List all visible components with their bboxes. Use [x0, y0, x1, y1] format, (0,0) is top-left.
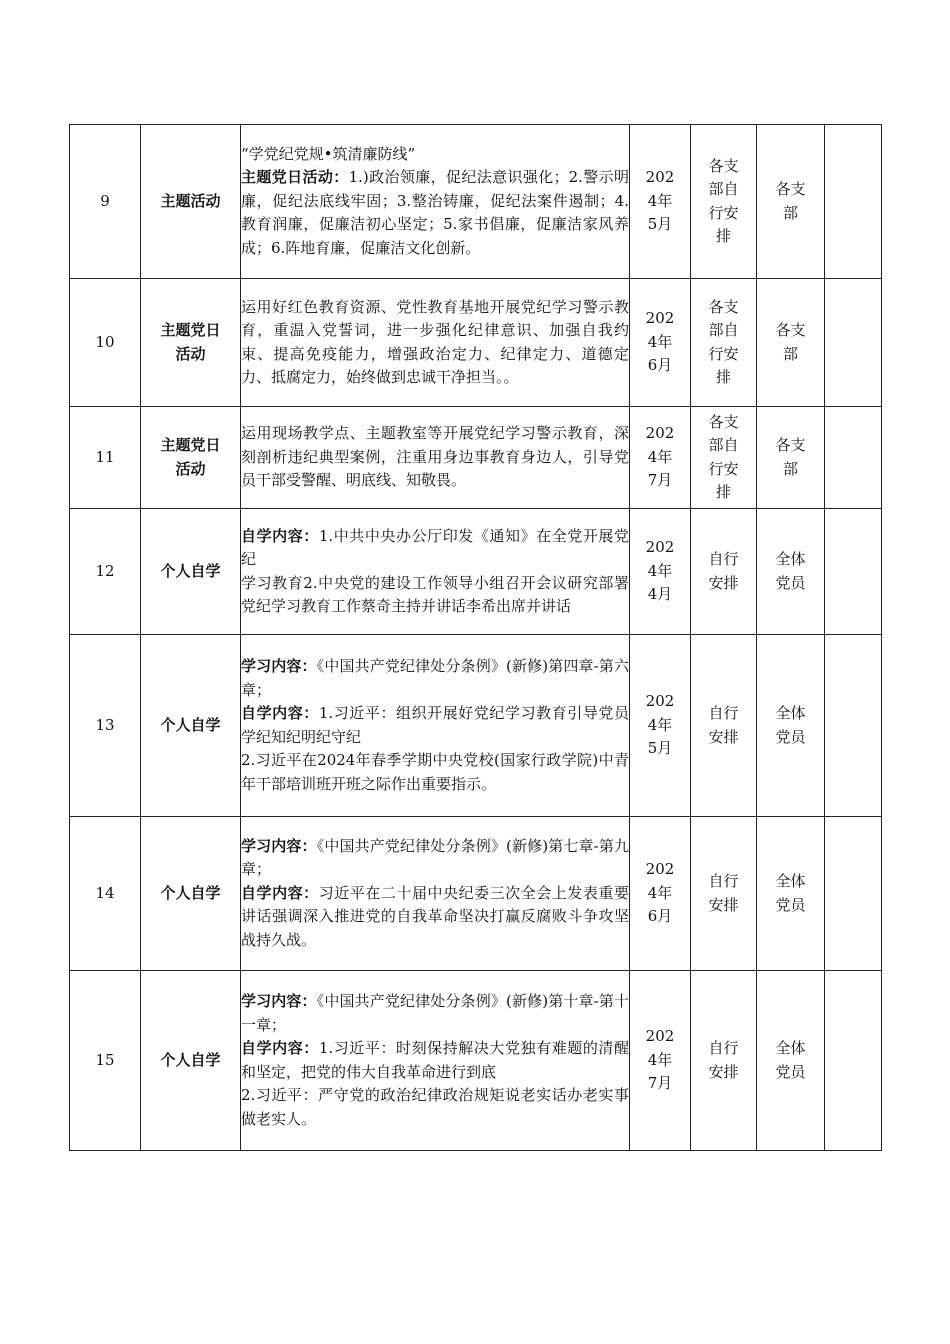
schedule-time	[630, 635, 691, 817]
participants	[757, 279, 825, 407]
activity-content	[241, 635, 630, 817]
activity-type-text: 个人自学	[160, 883, 221, 902]
participants-text: 全体党员	[775, 550, 806, 592]
table-row	[70, 279, 882, 407]
content-paragraph	[241, 882, 629, 953]
activity-type	[141, 407, 241, 509]
content-paragraph	[241, 702, 629, 749]
row-number	[70, 125, 141, 279]
participants-text: 全体党员	[775, 704, 806, 746]
activity-type-text: 个人自学	[160, 1050, 221, 1069]
activity-type-text: 主题活动	[160, 191, 221, 210]
content-text: 1.习近平：组织开展好党纪学习教育引导党员学纪知纪明纪守纪	[241, 704, 629, 746]
participants	[757, 509, 825, 635]
content-paragraph	[241, 525, 629, 572]
row-number	[70, 509, 141, 635]
content-label: 学习内容：	[241, 657, 317, 675]
participants	[757, 817, 825, 971]
row-number	[70, 971, 141, 1151]
content-label: 自学内容：	[241, 883, 319, 902]
activity-type	[141, 971, 241, 1151]
participants	[757, 635, 825, 817]
content-text: 2.习近平在2024年春季学期中央党校(国家行政学院)中青年干部培训班开班之际作出重要指示。	[241, 751, 629, 793]
remarks	[825, 279, 882, 407]
execution-mode-text: 自行安排	[708, 1039, 739, 1081]
schedule-time-text: 2024年5月	[645, 692, 675, 758]
activity-content	[241, 509, 630, 635]
remarks	[825, 971, 882, 1151]
activity-type-text: 个人自学	[160, 715, 221, 734]
activity-content	[241, 971, 630, 1151]
content-label: 自学内容：	[241, 526, 319, 545]
activity-type-text: 主题党日活动	[160, 436, 221, 478]
activity-content	[241, 279, 630, 407]
table-row	[70, 407, 882, 509]
content-label: 自学内容：	[241, 704, 319, 722]
row-number-text: 9	[100, 191, 110, 210]
table-row	[70, 635, 882, 817]
schedule-time-text: 2024年7月	[645, 1027, 675, 1093]
content-paragraph	[241, 166, 629, 260]
schedule-time	[630, 817, 691, 971]
execution-mode-text: 各支部自行安排	[708, 412, 739, 501]
content-label: 学习内容：	[241, 992, 317, 1010]
execution-mode-text: 各支部自行安排	[708, 297, 739, 386]
content-label: 学习内容：	[241, 836, 317, 855]
participants-text: 全体党员	[775, 872, 806, 914]
content-text: 《中国共产党纪律处分条例》(新修)第七章-第九章；	[241, 836, 629, 879]
schedule-time	[630, 407, 691, 509]
content-text: 1.习近平：时刻保持解决大党独有难题的清醒和坚定，把党的伟大自我革命进行到底	[241, 1039, 629, 1081]
table-row	[70, 509, 882, 635]
content-text: 运用好红色教育资源、党性教育基地开展党纪学习警示教育，重温入党誓词，进一步强化纪律意识、加强自我约束、提高免疫能力，增强政治定力、纪律定力、道德定力、抵腐定力，始终做到忠诚干净担当。。	[241, 297, 629, 386]
content-text: 学习教育2.中央党的建设工作领导小组召开会议研究部署党纪学习教育工作蔡奇主持并讲话李希出席并讲话	[241, 573, 629, 615]
table-row	[70, 971, 882, 1151]
content-paragraph	[241, 655, 629, 702]
activity-content	[241, 125, 630, 279]
participants	[757, 125, 825, 279]
content-text: “学党纪党规•筑清廉防线”	[241, 144, 416, 163]
participants-text: 各支部	[775, 436, 806, 478]
participants	[757, 407, 825, 509]
schedule-time	[630, 509, 691, 635]
row-number	[70, 635, 141, 817]
execution-mode	[691, 279, 757, 407]
content-paragraph	[241, 1037, 629, 1084]
content-paragraph	[241, 143, 629, 167]
content-text: 2.习近平：严守党的政治纪律政治规矩说老实话办老实事做老实人。	[241, 1086, 629, 1128]
participants-text: 各支部	[775, 321, 806, 363]
execution-mode-text: 自行安排	[708, 550, 739, 592]
content-label: 自学内容：	[241, 1039, 319, 1057]
execution-mode	[691, 407, 757, 509]
row-number-text: 11	[95, 447, 115, 466]
content-text: 1.)政治领廉，促纪法意识强化；2.警示明廉，促纪法底线牢固；3.整治铸廉，促纪法案件遏制；4.教育润廉，促廉洁初心坚定；5.家书倡廉，促廉洁家风养成；6.阵地育廉，促廉洁文化创新。	[241, 168, 629, 257]
content-paragraph	[241, 296, 629, 390]
activity-content	[241, 407, 630, 509]
execution-mode-text: 自行安排	[708, 704, 739, 746]
remarks	[825, 817, 882, 971]
activity-type	[141, 279, 241, 407]
content-text: 1.中共中央办公厅印发《通知》在全党开展党纪	[241, 526, 629, 568]
execution-mode	[691, 125, 757, 279]
activity-type	[141, 817, 241, 971]
participants	[757, 971, 825, 1151]
participants-text: 全体党员	[775, 1039, 806, 1081]
schedule-time	[630, 279, 691, 407]
content-paragraph	[241, 1084, 629, 1131]
table-row	[70, 817, 882, 971]
content-text: 《中国共产党纪律处分条例》(新修)第十章-第十一章；	[241, 992, 629, 1034]
row-number-text: 10	[95, 332, 115, 351]
schedule-time-text: 2024年7月	[645, 424, 675, 490]
content-text: 运用现场教学点、主题教室等开展党纪学习警示教育，深刻剖析违纪典型案例，注重用身边事教育身边人，引导党员干部受警醒、明底线、知敬畏。	[241, 424, 629, 490]
execution-mode-text: 自行安排	[708, 872, 739, 914]
table-row	[70, 125, 882, 279]
execution-mode	[691, 971, 757, 1151]
content-text: 《中国共产党纪律处分条例》(新修)第四章-第六章；	[241, 657, 629, 699]
execution-mode	[691, 509, 757, 635]
activity-type	[141, 635, 241, 817]
schedule-time	[630, 125, 691, 279]
row-number-text: 15	[95, 1050, 115, 1069]
remarks	[825, 125, 882, 279]
execution-mode	[691, 635, 757, 817]
content-paragraph	[241, 835, 629, 882]
content-paragraph	[241, 572, 629, 619]
activity-type-text: 个人自学	[160, 561, 221, 580]
remarks	[825, 509, 882, 635]
activity-type	[141, 125, 241, 279]
study-plan-body	[70, 125, 882, 1151]
schedule-time-text: 2024年6月	[645, 309, 675, 375]
study-plan-table	[69, 124, 882, 1151]
schedule-time-text: 2024年4月	[645, 538, 675, 604]
row-number	[70, 817, 141, 971]
row-number-text: 14	[95, 883, 115, 902]
schedule-time-text: 2024年6月	[645, 860, 675, 926]
row-number	[70, 407, 141, 509]
schedule-time	[630, 971, 691, 1151]
remarks	[825, 407, 882, 509]
row-number	[70, 279, 141, 407]
content-paragraph	[241, 422, 629, 493]
content-text: 习近平在二十届中央纪委三次全会上发表重要讲话强调深入推进党的自我革命坚决打赢反腐败斗争攻坚战持久战。	[241, 883, 629, 949]
row-number-text: 13	[95, 715, 115, 734]
activity-type-text: 主题党日活动	[160, 321, 221, 363]
participants-text: 各支部	[775, 180, 806, 222]
row-number-text: 12	[95, 561, 115, 580]
content-label: 主题党日活动：	[241, 168, 349, 187]
content-paragraph	[241, 990, 629, 1037]
execution-mode-text: 各支部自行安排	[708, 156, 739, 245]
content-paragraph	[241, 749, 629, 796]
activity-content	[241, 817, 630, 971]
schedule-time-text: 2024年5月	[645, 168, 675, 234]
remarks	[825, 635, 882, 817]
execution-mode	[691, 817, 757, 971]
activity-type	[141, 509, 241, 635]
